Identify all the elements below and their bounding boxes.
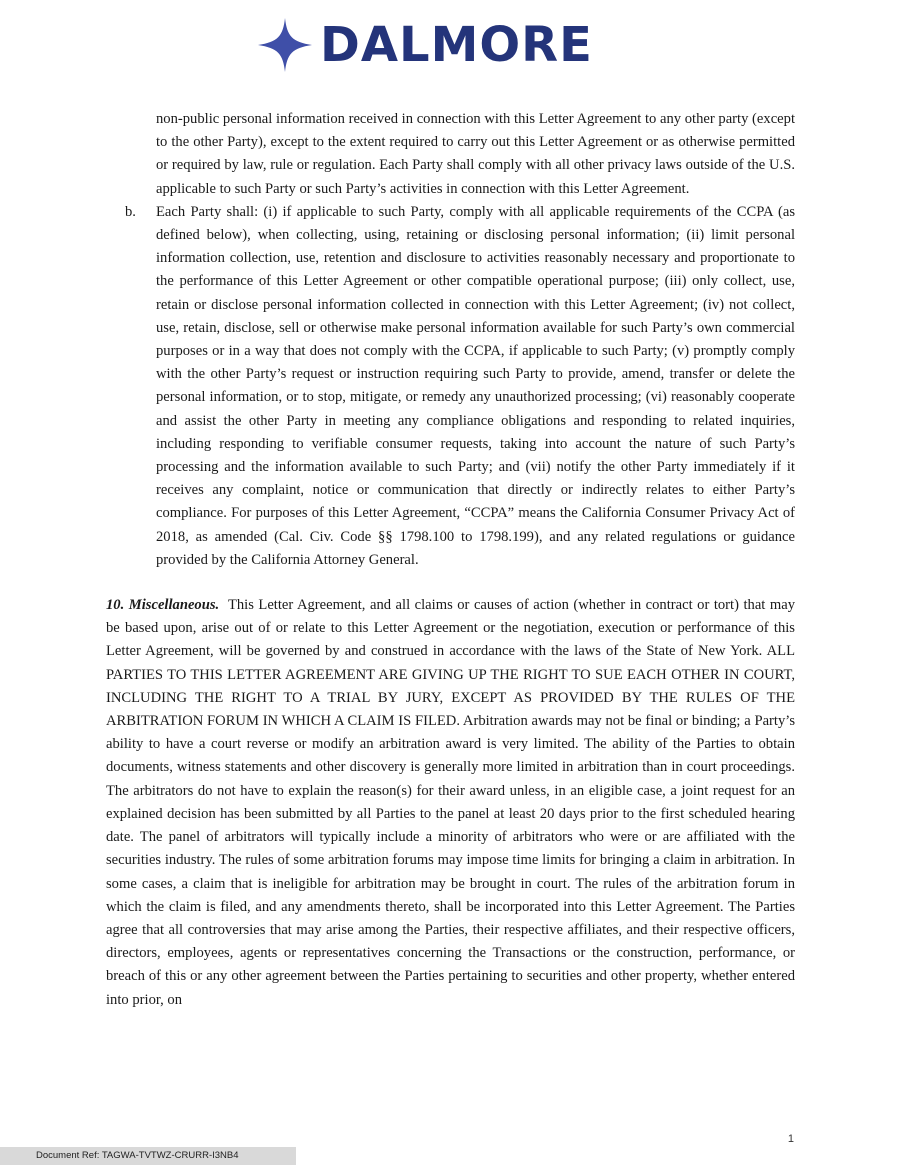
logo-text: DALMORE	[320, 17, 593, 73]
document-reference: Document Ref: TAGWA-TVTWZ-CRURR-I3NB4	[0, 1147, 296, 1165]
document-body	[106, 108, 795, 1012]
continuation-paragraph: non-public personal information received in connection with this Letter Agreement to any other party (except to the other Party), except to the extent required to carry out this Letter Agreement or as otherwise permitted or required by law, rule or regulation. Each Party shall comply with all other privacy laws outside of the U.S. applicable to such Party or such Party’s activities in connection with this Letter Agreement.	[156, 111, 795, 197]
list-item-b	[106, 201, 795, 572]
list-marker-b: b.	[125, 203, 136, 220]
continuation-block	[106, 108, 795, 201]
section-10-text: This Letter Agreement, and all claims or causes of action (whether in contract or tort) that may be based upon, arise out of or relate to this Letter Agreement or the negotiation, execution or performance of this Letter Agreement, will be governed by and construed in accordance with the laws of the State of New York. ALL PARTIES TO THIS LETTER AGREEMENT ARE GIVING UP THE RIGHT TO SUE EACH OTHER IN COURT, INCLUDING THE RIGHT TO A TRIAL BY JURY, EXCEPT AS PROVIDED BY THE RULES OF THE ARBITRATION FORUM IN WHICH A CLAIM IS FILED. Arbitration awards may not be final or binding; a Party’s ability to have a court reverse or modify an arbitration award is very limited. The ability of the Parties to obtain documents, witness statements and other discovery is generally more limited in arbitration than in court proceedings. The arbitrators do not have to explain the reason(s) for their award unless, in an eligible case, a joint request for an explained decision has been submitted by all Parties to the panel at least 20 days prior to the first scheduled hearing date. The panel of arbitrators will typically include a minority of arbitrators who were or are affiliated with the securities industry. The rules of some arbitration forums may impose time limits for bringing a claim in arbitration. In some cases, a claim that is ineligible for arbitration may be brought in court. The rules of the arbitration forum in which the claim is filed, and any amendments thereto, shall be incorporated into this Letter Agreement. The Parties agree that all controversies that may arise among the Parties, their respective affiliates, and their respective officers, directors, employees, agents or representatives concerning the Transactions or the construction, performance, or breach of this or any other agreement between the Parties pertaining to securities and other property, whether entered into prior, on	[106, 597, 795, 1008]
list-item-b-text: Each Party shall: (i) if applicable to such Party, comply with all applicable requirements of the CCPA (as defined below), when collecting, using, retaining or disclosing personal information; (ii) limit personal information collection, use, retention and disclosure to activities reasonably necessary and proportionate to the performance of this Letter Agreement or other compatible operational purpose; (iii) only collect, use, retain or disclose personal information collected in connection with this Letter Agreement; (iv) not collect, use, retain, disclose, sell or otherwise make personal information available for such Party’s own commercial purposes or in a way that does not comply with the CCPA, if applicable to such Party; (v) promptly comply with the other Party’s request or instruction requiring such Party to provide, amend, transfer or delete the personal information, or to stop, mitigate, or remedy any unauthorized processing; (vi) reasonably cooperate and assist the other Party in meeting any compliance obligations and responding to related inquiries, including responding to verifiable consumer requests, taking into account the nature of such Party’s processing and the information available to such Party; and (vii) notify the other Party immediately if it receives any complaint, notice or communication that directly or indirectly relates to either Party’s compliance. For purposes of this Letter Agreement, “CCPA” means the California Consumer Privacy Act of 2018, as amended (Cal. Civ. Code §§ 1798.100 to 1798.199), and any related regulations or guidance provided by the California Attorney General.	[156, 203, 795, 568]
page-number: 1	[787, 1133, 794, 1145]
four-point-star-icon	[256, 16, 314, 74]
dalmore-logo	[256, 16, 593, 74]
section-10-title: 10. Miscellaneous.	[106, 597, 220, 614]
section-10-paragraph	[106, 594, 795, 1012]
